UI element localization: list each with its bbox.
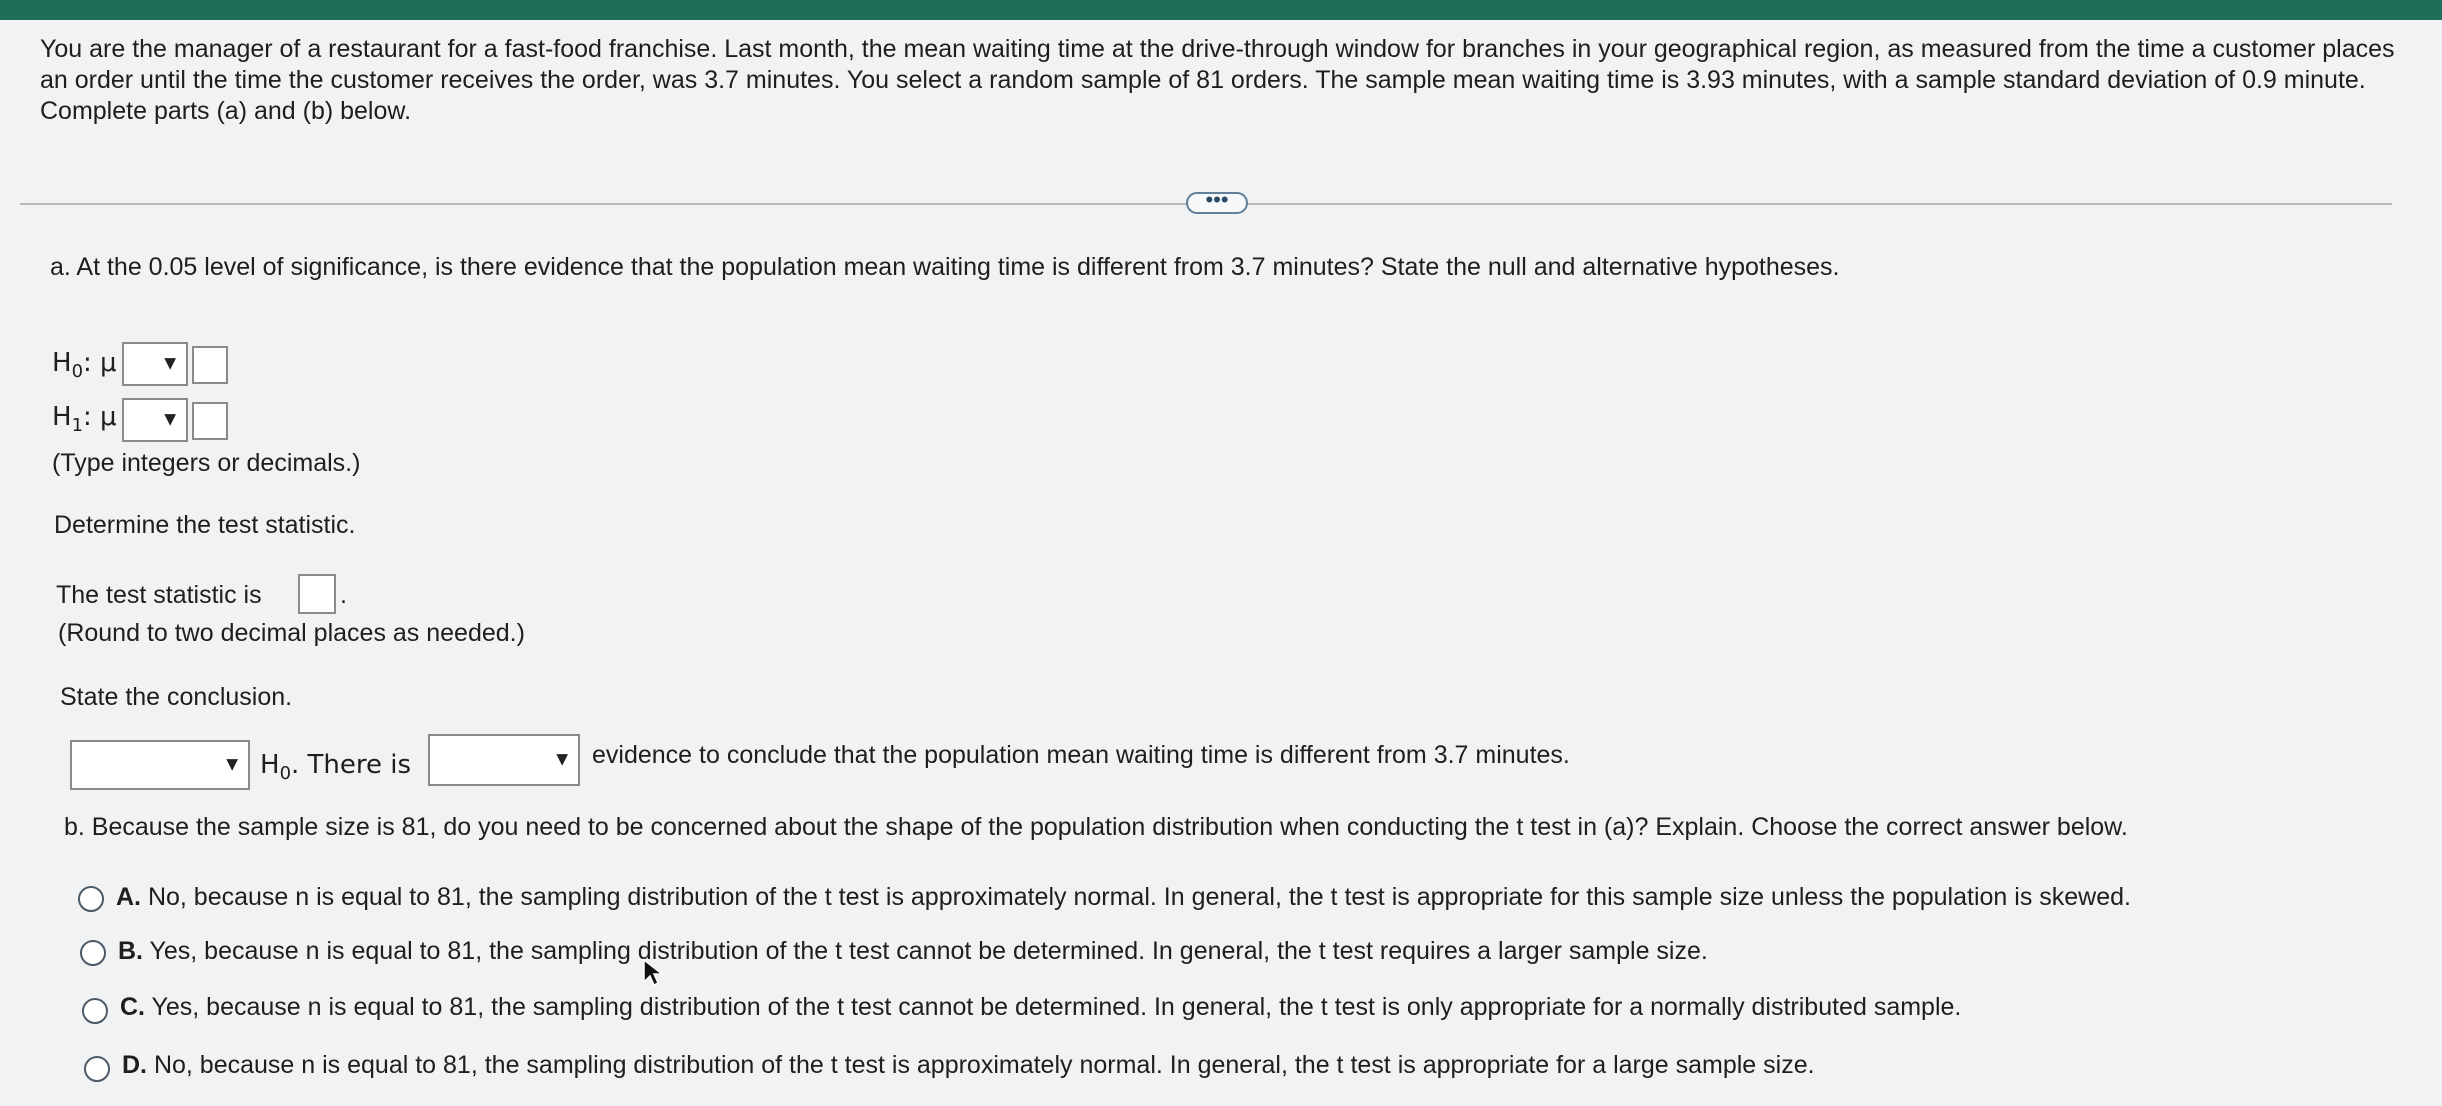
part-a-prompt: a. At the 0.05 level of significance, is there evidence that the population mean waiting time is different from 3.7 minutes? State the null and alternative hypotheses. bbox=[50, 253, 1840, 281]
chevron-down-icon: ▼ bbox=[160, 352, 180, 375]
test-stat-label: The test statistic is bbox=[56, 581, 262, 609]
conclusion-heading: State the conclusion. bbox=[60, 683, 293, 711]
type-note: (Type integers or decimals.) bbox=[52, 449, 361, 477]
h0-operator-dropdown[interactable] bbox=[122, 342, 188, 386]
option-c[interactable]: C. Yes, because n is equal to 81, the sampling distribution of the t test cannot be determined. In general, the t test is only appropriate for a normally distributed sample. bbox=[120, 993, 1962, 1021]
conclusion-h0: $H_0$. There is bbox=[260, 750, 412, 785]
option-a-radio[interactable] bbox=[78, 886, 104, 912]
h1-operator-dropdown[interactable] bbox=[122, 398, 188, 442]
chevron-down-icon: ▼ bbox=[222, 753, 242, 776]
conclusion-text: evidence to conclude that the population mean waiting time is different from 3.7 minutes. bbox=[592, 741, 1570, 769]
option-b-radio[interactable] bbox=[80, 940, 106, 966]
chevron-down-icon: ▼ bbox=[552, 748, 572, 771]
option-a[interactable]: A. No, because n is equal to 81, the sampling distribution of the t test is approximately normal. In general, the t test is appropriate for this sample size unless the population is skewed. bbox=[116, 883, 2131, 911]
more-button[interactable]: ••• bbox=[1186, 192, 1248, 214]
option-b[interactable]: B. Yes, because n is equal to 81, the sampling distribution of the t test cannot be determined. In general, the t test requires a larger sample size. bbox=[118, 937, 1708, 965]
option-d-radio[interactable] bbox=[84, 1056, 110, 1082]
h1-value-input[interactable] bbox=[192, 402, 228, 440]
option-c-radio[interactable] bbox=[82, 998, 108, 1024]
question-intro: You are the manager of a restaurant for a fast-food franchise. Last month, the mean waiting time at the drive-through window for branches in your geographical region, as measured from the time a customer places an order until the time the customer receives the order, was 3.7 minutes. You select a random sample of 81 orders. The sample mean waiting time is 3.93 minutes, with a sample standard deviation of 0.9 minute. Complete parts (a) and (b) below. bbox=[40, 35, 2395, 125]
h1-label: $H_1$: μ bbox=[52, 402, 117, 437]
mouse-cursor-icon bbox=[642, 958, 666, 988]
h0-value-input[interactable] bbox=[192, 346, 228, 384]
test-stat-input[interactable] bbox=[298, 574, 336, 614]
test-stat-period: . bbox=[340, 581, 347, 609]
reject-decision-dropdown[interactable] bbox=[70, 740, 250, 790]
option-d[interactable]: D. No, because n is equal to 81, the sampling distribution of the t test is approximately normal. In general, the t test is appropriate for a large sample size. bbox=[122, 1051, 1815, 1079]
chevron-down-icon: ▼ bbox=[160, 408, 180, 431]
test-stat-heading: Determine the test statistic. bbox=[54, 511, 356, 539]
round-note: (Round to two decimal places as needed.) bbox=[58, 619, 525, 647]
evidence-dropdown[interactable] bbox=[428, 734, 580, 786]
h0-label: $H_0$: μ bbox=[52, 348, 117, 383]
part-b-prompt: b. Because the sample size is 81, do you need to be concerned about the shape of the population distribution when conducting the t test in (a)? Explain. Choose the correct answer below. bbox=[64, 813, 2128, 841]
top-bar bbox=[0, 0, 2442, 20]
